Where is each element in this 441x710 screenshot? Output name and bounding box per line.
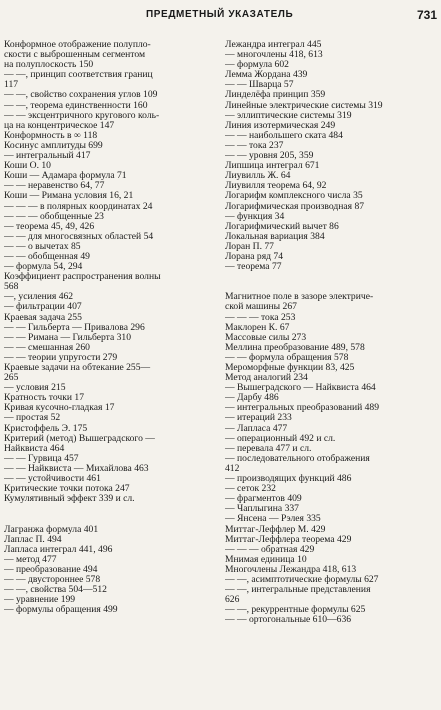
page-header xyxy=(0,9,441,27)
section-gap xyxy=(4,514,219,524)
index-entry-line: Мнимая единица 10 xyxy=(225,554,307,565)
index-entry-line: скости с выброшенным сегментом xyxy=(4,50,146,61)
index-entry-line: 412 xyxy=(225,463,240,474)
index-entry-line: 117 xyxy=(4,80,19,91)
index-entry-line: — преобразование 494 xyxy=(4,564,98,575)
index-entry-line: Коши — Адамара формула 71 xyxy=(4,171,127,182)
index-entry-line: — —, интегральные представления xyxy=(225,585,371,596)
index-entry-line: Линейные электрические системы 319 xyxy=(225,100,383,111)
index-entry-line: — интегральный 417 xyxy=(4,151,91,162)
index-entry-line: — — ортогональные 610—636 xyxy=(225,615,352,626)
index-entry-line: — теорема 77 xyxy=(225,262,282,273)
index-entry-line: — — тока 237 xyxy=(225,140,284,151)
index-entry-line: — сеток 232 xyxy=(225,484,276,495)
index-entry-line: Лежандра интеграл 445 xyxy=(225,40,322,50)
index-entry-line: — формула 602 xyxy=(225,60,289,71)
index-entry-line: — —, асимптотические формулы 627 xyxy=(225,574,379,585)
index-entry-line: — — устойчивости 461 xyxy=(4,474,101,485)
index-entry-line: — —, рекуррентные формулы 625 xyxy=(225,605,366,616)
index-entry-line: Лоран П. 77 xyxy=(225,241,274,252)
index-entry-line: — операционный 492 и сл. xyxy=(225,433,336,444)
index-entry-line: Коэффициент распространения волны xyxy=(4,272,161,283)
index-entry-line: — Янсена — Рэлея 335 xyxy=(225,514,321,525)
index-entry-line: Коши — Римана условия 16, 21 xyxy=(4,191,134,202)
index-entry-line: — — Шварца 57 xyxy=(225,80,294,91)
index-entry-line: — производящих функций 486 xyxy=(225,474,352,485)
index-entry-line: Лагранжа формула 401 xyxy=(4,524,99,535)
index-entry-line: — эллиптические системы 319 xyxy=(225,110,352,121)
index-entry-line: — — Найквиста — Михайлова 463 xyxy=(4,463,149,474)
index-entry-line: — —, свойства 504—512 xyxy=(4,585,107,596)
index-entry-line: Маклорен К. 67 xyxy=(225,322,290,333)
index-entry-line: — —, свойство сохранения углов 109 xyxy=(4,90,158,101)
index-entry-line: — — наибольшего ската 484 xyxy=(225,130,343,141)
index-entry-line: — — — обобщенные 23 xyxy=(4,211,104,222)
section-gap xyxy=(225,272,439,282)
index-entry-line: — Чаплыгина 337 xyxy=(225,504,299,515)
index-entry-line: — Дарбу 486 xyxy=(225,393,279,404)
index-entry-line: Лиувилля теорема 64, 92 xyxy=(225,181,327,192)
index-entry-line: Косинус амплитуды 699 xyxy=(4,140,103,151)
index-entry-line: — метод 477 xyxy=(4,554,57,565)
index-entry-line: Линия изотермическая 249 xyxy=(225,120,336,131)
index-entry-line: Коши О. 10 xyxy=(4,161,51,172)
index-entry-line: Кумулятивный эффект 339 и сл. xyxy=(4,494,135,505)
index-entry-line: — условия 215 xyxy=(4,383,66,394)
index-entry-line: 626 xyxy=(225,595,240,606)
index-entry-line: — — уровня 205, 359 xyxy=(225,151,314,162)
index-entry-line: Массовые силы 273 xyxy=(225,332,307,343)
index-entry-line: —, усиления 462 xyxy=(4,292,74,303)
index-entry-line: — функция 34 xyxy=(225,211,285,222)
index-entry-line: — интегральных преобразований 489 xyxy=(225,403,380,414)
index-entry-line: — — — обратная 429 xyxy=(225,544,315,555)
index-entry-line: — — формула обращения 578 xyxy=(225,352,349,363)
index-column-left xyxy=(4,40,219,615)
index-entry-line: — — Римана — Гильберта 310 xyxy=(4,332,132,343)
index-entry-line: Лиувилль Ж. 64 xyxy=(225,171,291,182)
index-column-right xyxy=(225,40,439,625)
index-entry-line: — — двустороннее 578 xyxy=(4,574,101,585)
page-number: 731 xyxy=(416,8,437,22)
index-entry-line: Логарифм комплексного числа 35 xyxy=(225,191,363,202)
index-entry-line: Меллина преобразование 489, 578 xyxy=(225,342,365,353)
index-entry-line: Лапласа интеграл 441, 496 xyxy=(4,544,113,555)
index-entry-line: ской машины 267 xyxy=(225,302,297,313)
index-entry-line: Лорана ряд 74 xyxy=(225,251,283,262)
index-entry-line: — — неравенство 64, 77 xyxy=(4,181,105,192)
index-entry-line: Миттаг-Леффлера теорема 429 xyxy=(225,534,352,545)
index-entry-line: — — Гильберта — Привалова 296 xyxy=(4,322,145,333)
index-entry-line: — теорема 45, 49, 426 xyxy=(4,221,95,232)
index-entry-line: Кристоффель Э. 175 xyxy=(4,423,88,434)
index-entry-line: Метод аналогий 234 xyxy=(225,373,308,384)
index-entry-line: — — — в полярных координатах 24 xyxy=(4,201,153,212)
index-entry-line: Критические точки потока 247 xyxy=(4,484,130,495)
index-entry-line: — последовательного отображения xyxy=(225,453,370,464)
index-entry-line: Найквиста 464 xyxy=(4,443,65,454)
index-entry-line: — перевала 477 и сл. xyxy=(225,443,312,454)
index-entry-line: Липшица интеграл 671 xyxy=(225,161,320,172)
index-entry-line: Краевые задачи на обтекание 255— xyxy=(4,363,151,373)
index-entry-line: Логарифмический вычет 86 xyxy=(225,221,339,232)
index-entry-line: — фрагментов 409 xyxy=(225,494,302,505)
index-entry-line: — — эксцентричного кругового коль- xyxy=(4,110,160,121)
index-entry-line: Кратность точки 17 xyxy=(4,393,85,404)
index-entry-line: Кривая кусочно-гладкая 17 xyxy=(4,403,115,414)
index-entry-line: — — теории упругости 279 xyxy=(4,352,118,363)
index-entry-line: Критерий (метод) Вышеградского — xyxy=(4,433,155,444)
index-entry-line: 265 xyxy=(4,373,19,384)
section-gap xyxy=(4,504,219,514)
index-entry-line: Мероморфные функции 83, 425 xyxy=(225,363,355,373)
index-entry-line: Магнитное поле в зазоре электриче- xyxy=(225,292,374,303)
running-title: ПРЕДМЕТНЫЙ УКАЗАТЕЛЬ xyxy=(146,9,294,20)
index-entry-line: Конформное отображение полупло- xyxy=(4,40,151,50)
index-entry-line: Краевая задача 255 xyxy=(4,312,82,323)
index-entry-line: ца на концентрическое 147 xyxy=(4,120,115,131)
index-entry-line: Лаплас П. 494 xyxy=(4,534,62,545)
index-entry-line: Лемма Жордана 439 xyxy=(225,70,308,81)
index-entry-line: — — — тока 253 xyxy=(225,312,296,323)
index-entry-line: Логарифмическая производная 87 xyxy=(225,201,365,212)
index-entry-line: — уравнение 199 xyxy=(4,595,76,606)
index-entry-line: — — о вычетах 85 xyxy=(4,241,81,252)
index-entry-line: — многочлены 418, 613 xyxy=(225,50,323,61)
section-gap xyxy=(225,282,439,292)
index-entry-line: — — Гурвица 457 xyxy=(4,453,79,464)
index-entry-line: — Лапласа 477 xyxy=(225,423,288,434)
index-entry-line: на полуплоскость 150 xyxy=(4,60,94,71)
index-entry-line: — — смешанная 260 xyxy=(4,342,90,353)
index-entry-line: — итераций 233 xyxy=(225,413,292,424)
index-entry-line: — простая 52 xyxy=(4,413,61,424)
index-entry-line: — —, принцип соответствия границ xyxy=(4,70,153,81)
index-entry-line: 568 xyxy=(4,282,19,293)
index-entry-line: — формула 54, 294 xyxy=(4,262,83,273)
index-entry-line: — —, теорема единственности 160 xyxy=(4,100,148,111)
index-entry-line: Многочлены Лежандра 418, 613 xyxy=(225,564,357,575)
index-entry-line: — — для многосвязных областей 54 xyxy=(4,231,154,242)
index-entry-line: Локальная вариация 384 xyxy=(225,231,325,242)
index-entry-line: — Вышеградского — Найквиста 464 xyxy=(225,383,376,394)
index-entry-line: Линделёфа принцип 359 xyxy=(225,90,326,101)
index-entry-line: Конформность в ∞ 118 xyxy=(4,130,98,141)
index-entry-line: — формулы обращения 499 xyxy=(4,605,118,616)
index-entry-line: — — обобщенная 49 xyxy=(4,251,90,262)
index-entry-line: Миттаг-Леффлер М. 429 xyxy=(225,524,326,535)
index-entry-line: — фильтрации 407 xyxy=(4,302,82,313)
